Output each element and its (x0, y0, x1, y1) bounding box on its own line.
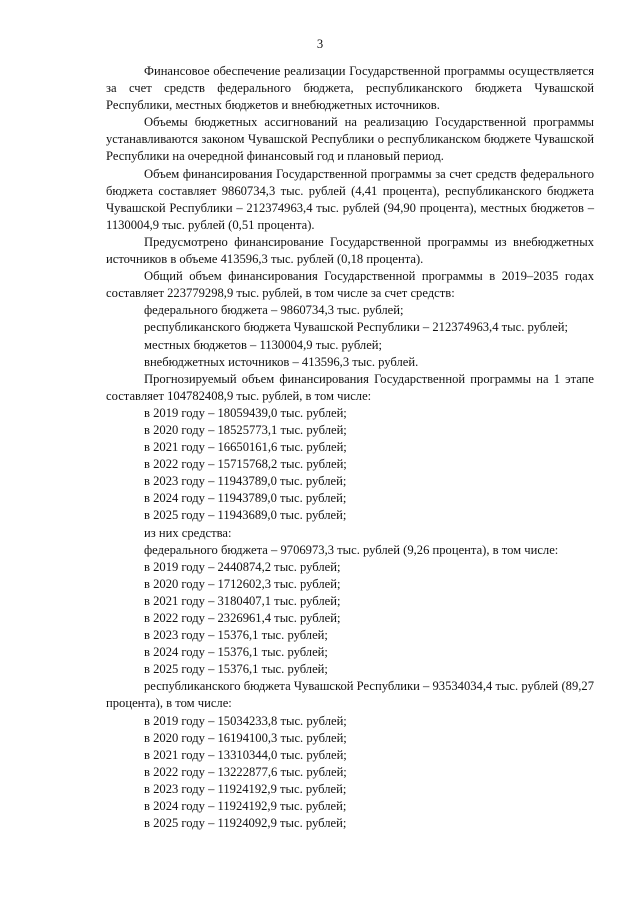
list-item-federal-2024: в 2024 году – 15376,1 тыс. рублей; (144, 645, 328, 660)
paragraph-stage1-republic: республиканского бюджета Чувашской Республики – 93534034,4 тыс. рублей (89,27 процента), в том числе: (106, 679, 594, 711)
list-item-stage1-2024: в 2024 году – 11943789,0 тыс. рублей; (144, 491, 347, 506)
paragraph-funding-volume: Объем финансирования Государственной программы за счет средств федерального бюджета составляет 9860734,3 тыс. рублей (4,41 процента), республиканского бюджета Чувашской Республики – 212374963,4 тыс. рублей (94,90 процента), местных бюджетов – 1130004,9 тыс. рублей (0,51 процента). (106, 166, 594, 232)
list-item-stage1-2023: в 2023 году – 11943789,0 тыс. рублей; (144, 474, 347, 489)
page-number: 3 (316, 37, 324, 51)
list-item-republic-2021: в 2021 году – 13310344,0 тыс. рублей; (144, 747, 347, 762)
list-item-republic-2020: в 2020 году – 16194100,3 тыс. рублей; (144, 730, 347, 745)
list-item-stage1-2022: в 2022 году – 15715768,2 тыс. рублей; (144, 457, 347, 472)
list-item-federal-2022: в 2022 году – 2326961,4 тыс. рублей; (144, 611, 341, 625)
list-item-stage1-2020: в 2020 году – 18525773,1 тыс. рублей; (144, 422, 347, 437)
list-item-federal-2021: в 2021 году – 3180407,1 тыс. рублей; (144, 593, 341, 608)
list-item-republic-2023: в 2023 году – 11924192,9 тыс. рублей; (144, 781, 347, 796)
list-item-total-local: местных бюджетов – 1130004,9 тыс. рублей; (144, 337, 383, 352)
paragraph-funding-sources: Финансовое обеспечение реализации Государственной программы осуществляется за счет средств федерального бюджета, республиканского бюджета Чувашской Республики, местных бюджетов и внебюджетных источников. (106, 64, 594, 113)
list-item-republic-2019: в 2019 году – 15034233,8 тыс. рублей; (144, 713, 347, 728)
list-item-federal-2025: в 2025 году – 15376,1 тыс. рублей; (144, 662, 328, 677)
list-item-of-them: из них средства: (144, 525, 232, 540)
paragraph-budget-law: Объемы бюджетных ассигнований на реализацию Государственной программы устанавливаются законом Чувашской Республики о республиканском бюджете Чувашской Республики на очередной финансовый год и плановый период. (106, 115, 594, 164)
list-item-stage1-2019: в 2019 году – 18059439,0 тыс. рублей; (144, 405, 347, 420)
list-item-stage1-2021: в 2021 году – 16650161,6 тыс. рублей; (144, 440, 347, 455)
list-item-federal-2019: в 2019 году – 2440874,2 тыс. рублей; (144, 559, 341, 574)
document-body (106, 63, 594, 832)
list-item-republic-2022: в 2022 году – 13222877,6 тыс. рублей; (144, 764, 347, 779)
list-item-federal-2023: в 2023 году – 15376,1 тыс. рублей; (144, 628, 328, 643)
list-item-total-republic: республиканского бюджета Чувашской Республики – 212374963,4 тыс. рублей; (144, 320, 568, 335)
paragraph-stage1-intro: Прогнозируемый объем финансирования Государственной программы на 1 этапе составляет 104782408,9 тыс. рублей, в том числе: (106, 371, 594, 403)
paragraph-extrabudget: Предусмотрено финансирование Государственной программы из внебюджетных источников в объеме 413596,3 тыс. рублей (0,18 процента). (106, 234, 594, 267)
paragraph-stage1-federal: федерального бюджета – 9706973,3 тыс. рублей (9,26 процента), в том числе: (144, 542, 559, 557)
list-item-stage1-2025: в 2025 году – 11943689,0 тыс. рублей; (144, 508, 347, 523)
list-item-total-extrabudget: внебюджетных источников – 413596,3 тыс. рублей. (144, 354, 419, 369)
list-item-republic-2024: в 2024 году – 11924192,9 тыс. рублей; (144, 799, 347, 814)
list-item-republic-2025: в 2025 году – 11924092,9 тыс. рублей; (144, 816, 347, 831)
list-item-total-federal: федерального бюджета – 9860734,3 тыс. рублей; (144, 303, 404, 318)
paragraph-total-volume: Общий объем финансирования Государственной программы в 2019–2035 годах составляет 223779298,9 тыс. рублей, в том числе за счет средств: (106, 269, 594, 301)
list-item-federal-2020: в 2020 году – 1712602,3 тыс. рублей; (144, 576, 341, 591)
